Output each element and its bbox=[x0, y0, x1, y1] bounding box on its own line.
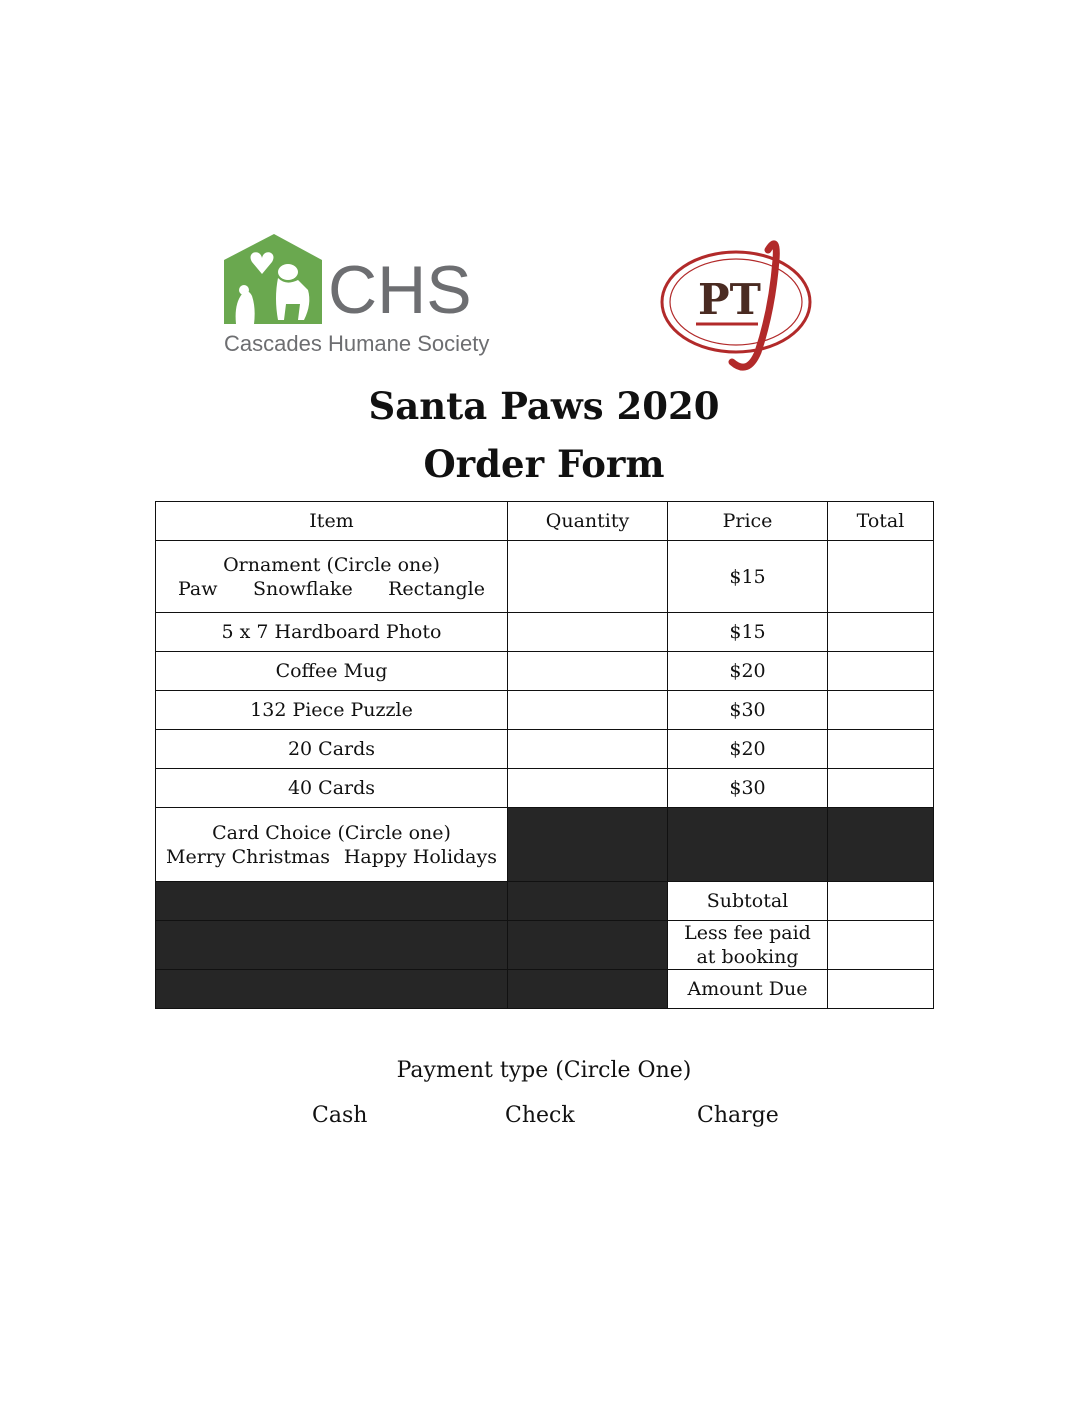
chs-logo-name: CHS bbox=[328, 252, 472, 328]
fee-label-line1: Less fee paid bbox=[684, 922, 811, 944]
amount-due-row bbox=[156, 970, 934, 1009]
house-pets-icon bbox=[224, 234, 322, 324]
order-table bbox=[155, 501, 934, 1009]
price-cell: $30 bbox=[668, 691, 828, 730]
blocked-cell bbox=[156, 970, 508, 1009]
fee-label bbox=[668, 921, 828, 970]
subtotal-label: Subtotal bbox=[668, 882, 828, 921]
card-choice-cell bbox=[156, 808, 508, 882]
price-cell: $20 bbox=[668, 730, 828, 769]
payment-option-check[interactable]: Check bbox=[505, 1103, 575, 1128]
quantity-field[interactable] bbox=[508, 691, 668, 730]
form-title: Santa Paws 2020 bbox=[368, 384, 720, 428]
price-cell: $15 bbox=[668, 613, 828, 652]
blocked-cell bbox=[508, 882, 668, 921]
item-cell: 20 Cards bbox=[156, 730, 508, 769]
blocked-cell bbox=[156, 882, 508, 921]
blocked-cell bbox=[508, 808, 668, 882]
quantity-field[interactable] bbox=[508, 769, 668, 808]
form-subtitle: Order Form bbox=[423, 442, 665, 486]
subtotal-field[interactable] bbox=[828, 882, 934, 921]
payment-type-label: Payment type (Circle One) bbox=[396, 1058, 692, 1083]
total-field[interactable] bbox=[828, 652, 934, 691]
quantity-field[interactable] bbox=[508, 541, 668, 613]
header-price: Price bbox=[668, 502, 828, 541]
table-row bbox=[156, 730, 934, 769]
header-quantity: Quantity bbox=[508, 502, 668, 541]
fee-field[interactable] bbox=[828, 921, 934, 970]
table-row bbox=[156, 541, 934, 613]
item-cell: 132 Piece Puzzle bbox=[156, 691, 508, 730]
amount-due-label: Amount Due bbox=[668, 970, 828, 1009]
table-header-row bbox=[156, 502, 934, 541]
item-cell: 40 Cards bbox=[156, 769, 508, 808]
card-choice-label: Card Choice (Circle one) bbox=[212, 821, 451, 844]
chs-logo-subtitle: Cascades Humane Society bbox=[224, 331, 490, 356]
total-field[interactable] bbox=[828, 691, 934, 730]
fee-row bbox=[156, 921, 934, 970]
blocked-cell bbox=[828, 808, 934, 882]
amount-due-field[interactable] bbox=[828, 970, 934, 1009]
table-row bbox=[156, 691, 934, 730]
ornament-option-paw[interactable]: Paw bbox=[178, 577, 218, 600]
subtotal-row bbox=[156, 882, 934, 921]
total-field[interactable] bbox=[828, 541, 934, 613]
price-cell: $15 bbox=[668, 541, 828, 613]
blocked-cell bbox=[508, 970, 668, 1009]
table-row bbox=[156, 769, 934, 808]
price-cell: $20 bbox=[668, 652, 828, 691]
total-field[interactable] bbox=[828, 613, 934, 652]
quantity-field[interactable] bbox=[508, 730, 668, 769]
quantity-field[interactable] bbox=[508, 652, 668, 691]
payment-option-charge[interactable]: Charge bbox=[697, 1103, 779, 1128]
fee-label-line2: at booking bbox=[696, 946, 799, 968]
blocked-cell bbox=[508, 921, 668, 970]
ptj-logo-text: PT bbox=[698, 275, 761, 324]
blocked-cell bbox=[668, 808, 828, 882]
ptj-logo bbox=[660, 236, 820, 372]
blocked-cell bbox=[156, 921, 508, 970]
table-row bbox=[156, 808, 934, 882]
payment-option-cash[interactable]: Cash bbox=[312, 1103, 368, 1128]
table-row bbox=[156, 652, 934, 691]
total-field[interactable] bbox=[828, 730, 934, 769]
total-field[interactable] bbox=[828, 769, 934, 808]
price-cell: $30 bbox=[668, 769, 828, 808]
ornament-label: Ornament (Circle one) bbox=[223, 553, 440, 576]
header-item: Item bbox=[156, 502, 508, 541]
item-cell: 5 x 7 Hardboard Photo bbox=[156, 613, 508, 652]
table-row bbox=[156, 613, 934, 652]
quantity-field[interactable] bbox=[508, 613, 668, 652]
item-cell: Coffee Mug bbox=[156, 652, 508, 691]
ornament-cell bbox=[156, 541, 508, 613]
card-option-merry-christmas[interactable]: Merry Christmas bbox=[166, 845, 331, 868]
header-total: Total bbox=[828, 502, 934, 541]
ornament-option-rectangle[interactable]: Rectangle bbox=[388, 577, 485, 600]
card-option-happy-holidays[interactable]: Happy Holidays bbox=[343, 845, 497, 868]
ornament-option-snowflake[interactable]: Snowflake bbox=[252, 577, 353, 600]
